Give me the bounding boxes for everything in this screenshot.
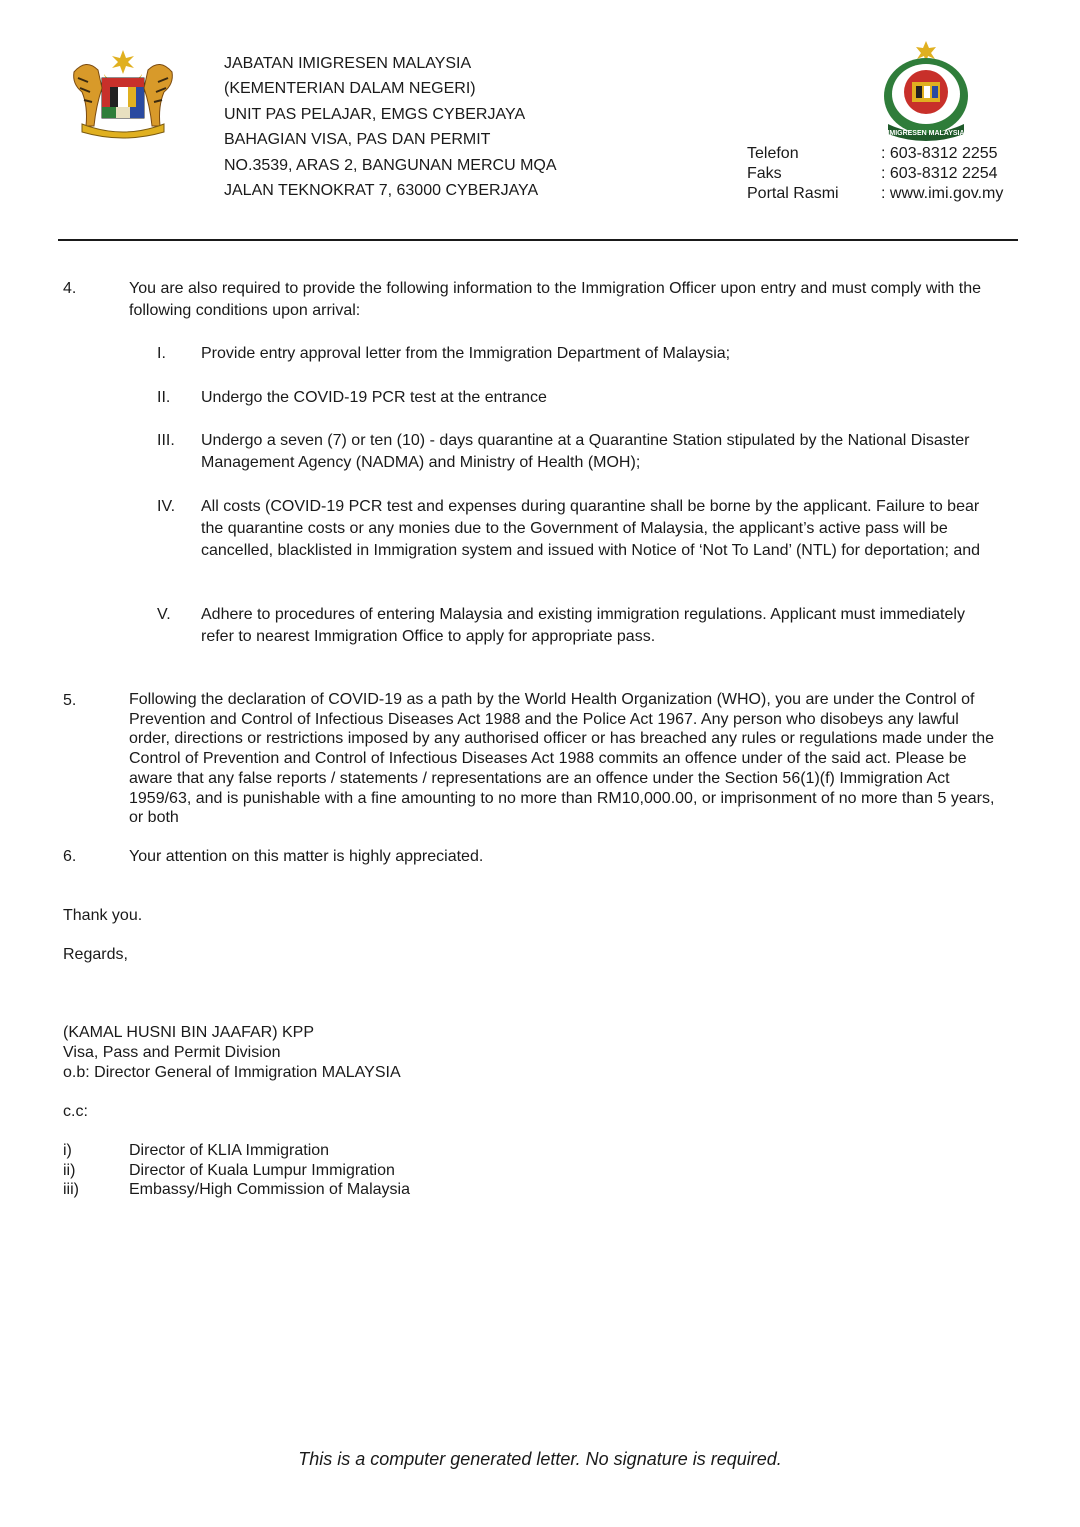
imigresen-malaysia-emblem-icon	[880, 38, 972, 142]
paragraph-text: Following the declaration of COVID-19 as a path by the World Health Organization (WHO), you are under the Control of Prevention and Control of Infectious Diseases Act 1988 and the Police Act 1967. Any person who disobeys any lawful order, directions or restrictions imposed by any authorised officer or has breached any rules or regulations made under the Control of Prevention and Control of Infectious Diseases Act 1988 commits an offence under of the said act. Please be aware that any false reports / statements / representations are an offence under the Section 56(1)(f) Immigration Act 1959/63, and is punishable with a fine amounting to no more than RM10,000.00, or imprisonment of no more than 5 years, or both	[129, 691, 995, 827]
contact-label: Faks	[747, 165, 782, 182]
contact-value: : www.imi.gov.my	[881, 185, 1004, 202]
list-item-text: Provide entry approval letter from the Immigration Department of Malaysia;	[201, 345, 731, 362]
address-line: NO.3539, ARAS 2, BANGUNAN MERCU MQA	[224, 157, 557, 174]
footer-note: This is a computer generated letter. No signature is required.	[298, 1449, 782, 1469]
cc-item-text: Director of KLIA Immigration	[129, 1142, 330, 1159]
closing-regards: Regards,	[63, 946, 128, 963]
emblem-banner-text: IMIGRESEN MALAYSIA	[887, 130, 965, 137]
header-divider	[58, 239, 1018, 241]
contact-value: : 603-8312 2254	[881, 165, 998, 182]
contact-value: : 603-8312 2255	[881, 145, 998, 162]
malaysia-coat-of-arms-icon	[64, 48, 182, 140]
paragraph-number: 5.	[63, 692, 77, 709]
closing-thanks: Thank you.	[63, 907, 143, 924]
address-line: UNIT PAS PELAJAR, EMGS CYBERJAYA	[224, 106, 526, 123]
address-line: JABATAN IMIGRESEN MALAYSIA	[224, 55, 472, 72]
list-item-number: V.	[157, 606, 171, 623]
list-item-number: I.	[157, 345, 166, 362]
address-line: BAHAGIAN VISA, PAS DAN PERMIT	[224, 131, 491, 148]
cc-item-number: iii)	[63, 1181, 79, 1198]
signatory-name: (KAMAL HUSNI BIN JAAFAR) KPP	[63, 1024, 315, 1041]
address-line: JALAN TEKNOKRAT 7, 63000 CYBERJAYA	[224, 182, 539, 199]
list-item-text: Adhere to procedures of entering Malaysia and existing immigration regulations. Applicant must immediately refer to nearest Immigration Office to apply for appropriate pass.	[201, 606, 965, 645]
address-line: (KEMENTERIAN DALAM NEGERI)	[224, 80, 476, 97]
cc-item-text: Director of Kuala Lumpur Immigration	[129, 1162, 395, 1179]
list-item-number: II.	[157, 389, 171, 406]
signatory-on-behalf: o.b: Director General of Immigration MALAYSIA	[63, 1064, 401, 1081]
cc-item-text: Embassy/High Commission of Malaysia	[129, 1181, 410, 1198]
paragraph-number: 6.	[63, 848, 77, 865]
contact-label: Telefon	[747, 145, 799, 162]
contact-label: Portal Rasmi	[747, 185, 839, 202]
paragraph-text: Your attention on this matter is highly appreciated.	[129, 848, 484, 865]
cc-item-number: i)	[63, 1142, 72, 1159]
cc-label: c.c:	[63, 1103, 88, 1120]
list-item-number: III.	[157, 432, 175, 449]
list-item-number: IV.	[157, 498, 176, 515]
paragraph-number: 4.	[63, 280, 77, 297]
cc-item-number: ii)	[63, 1162, 76, 1179]
list-item-text: All costs (COVID-19 PCR test and expenses during quarantine shall be borne by the applicant. Failure to bear the quarantine costs or any monies due to the Government of Malaysia, the applicant’s active pass will be cancelled, blacklisted in Immigration system and issued with Notice of ‘Not To Land’ (NTL) for deportation; and	[201, 498, 981, 559]
paragraph-text: You are also required to provide the following information to the Immigration Officer upon entry and must comply with the following conditions upon arrival:	[129, 280, 982, 319]
list-item-text: Undergo the COVID-19 PCR test at the entrance	[201, 389, 547, 406]
signatory-division: Visa, Pass and Permit Division	[63, 1044, 281, 1061]
list-item-text: Undergo a seven (7) or ten (10) - days quarantine at a Quarantine Station stipulated by the National Disaster Management Agency (NADMA) and Ministry of Health (MOH);	[201, 432, 970, 471]
